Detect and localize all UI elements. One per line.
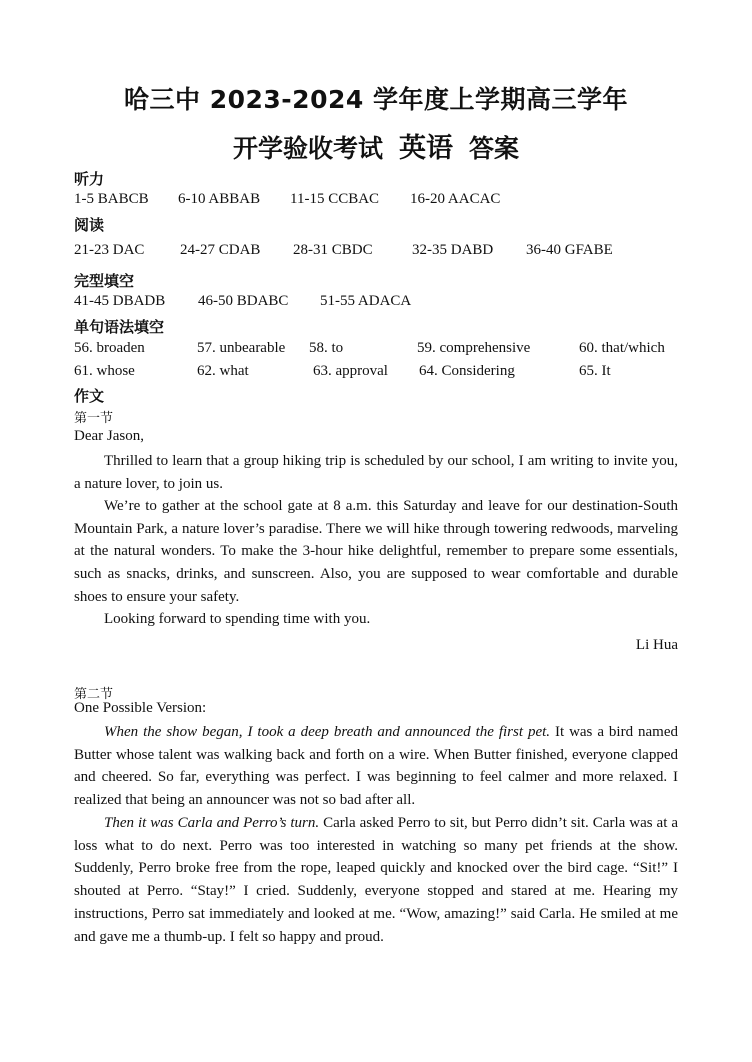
section-heading-grammar: 单句语法填空 xyxy=(74,318,165,336)
answer-group: 46-50 BDABC xyxy=(198,293,289,309)
answer-group: 41-45 DBADB xyxy=(74,293,166,309)
answer-group: 51-55 ADACA xyxy=(320,293,412,309)
section-heading-reading: 阅读 xyxy=(74,216,105,234)
story-paragraph-2-body: Carla asked Perro to sit, but Perro didn’t sit. Carla was at a loss what to do next. Perro was too interested in watching so many pet friends at the show. Suddenly, Perro broke free from the rope, leaped quickly and knocked over the bird cage. “Sit!” I shouted at Perro. “Stay!” I cried. Suddenly, everyone stopped and stared at me. Hearing my instructions, Perro sat immediately and looked at me. “Wow, amazing!” said Carla. He smiled at me and gave me a thumb-up. I felt so happy and proud. xyxy=(74,815,679,945)
grammar-answer: 57. unbearable xyxy=(197,340,286,356)
grammar-answer: 60. that/which xyxy=(579,340,665,356)
section-heading-writing: 作文 xyxy=(74,387,105,405)
title-answer-label: 答案 xyxy=(469,134,520,163)
answer-group: 21-23 DAC xyxy=(74,242,145,258)
title-exam-name: 开学验收考试 xyxy=(232,134,383,163)
writing-part1-label: 第一节 xyxy=(74,411,114,426)
answer-group: 1-5 BABCB xyxy=(74,191,149,207)
story-paragraph-2 xyxy=(74,812,678,948)
section-heading-listening: 听力 xyxy=(74,170,105,188)
page-title-line2 xyxy=(0,126,752,165)
grammar-answer: 65. It xyxy=(579,363,611,379)
section-heading-cloze: 完型填空 xyxy=(74,272,135,290)
grammar-answer: 62. what xyxy=(197,363,249,379)
answer-group: 11-15 CCBAC xyxy=(290,191,380,207)
writing-part2-label: 第二节 xyxy=(74,687,114,702)
story-paragraph-1-opening: When the show began, I took a deep breath and announced the first pet. xyxy=(104,724,551,740)
story-paragraph-1 xyxy=(74,721,678,812)
answer-group: 24-27 CDAB xyxy=(180,242,261,258)
title-subject: 英语 xyxy=(399,133,453,164)
letter-paragraph-2: We’re to gather at the school gate at 8 a.m. this Saturday and leave for our destination-South Mountain Park, a nature lover’s paradise. There we will hike through towering redwoods, marveling at the natural wonders. To make the 3-hour hike delightful, remember to prepare some essentials, such as snacks, drinks, and sunscreen. Also, you are supposed to wear comfortable and durable shoes to ensure your safety. xyxy=(74,498,678,605)
page-title-line1: 哈三中 2023-2024 学年度上学期高三学年 xyxy=(124,85,628,114)
answer-group: 36-40 GFABE xyxy=(526,242,613,258)
letter-paragraph-3: Looking forward to spending time with you. xyxy=(104,611,371,627)
answer-group: 16-20 AACAC xyxy=(410,191,501,207)
grammar-answer: 59. comprehensive xyxy=(417,340,531,356)
letter-greeting: Dear Jason, xyxy=(74,428,144,444)
answer-group: 6-10 ABBAB xyxy=(178,191,261,207)
grammar-answer: 64. Considering xyxy=(419,363,515,379)
letter-signature: Li Hua xyxy=(635,637,678,653)
letter-paragraph-1: Thrilled to learn that a group hiking trip is scheduled by our school, I am writing to invite you, a nature lover, to join us. xyxy=(74,453,678,492)
version-label: One Possible Version: xyxy=(74,700,207,716)
story-paragraph-1-body: It was a bird named Butter whose talent was walking back and forth on a wire. When Butter finished, everyone clapped and cheered. So far, everything was perfect. I was beginning to feel calmer and more relaxed. I realized that being an announcer was not so bad after all. xyxy=(74,724,678,809)
answer-group: 32-35 DABD xyxy=(412,242,494,258)
grammar-answer: 56. broaden xyxy=(74,340,145,356)
grammar-answer: 63. approval xyxy=(313,363,388,379)
answer-group: 28-31 CBDC xyxy=(293,242,373,258)
grammar-answer: 61. whose xyxy=(74,363,135,379)
grammar-answer: 58. to xyxy=(309,340,344,356)
story-paragraph-2-opening: Then it was Carla and Perro’s turn. xyxy=(104,815,320,831)
